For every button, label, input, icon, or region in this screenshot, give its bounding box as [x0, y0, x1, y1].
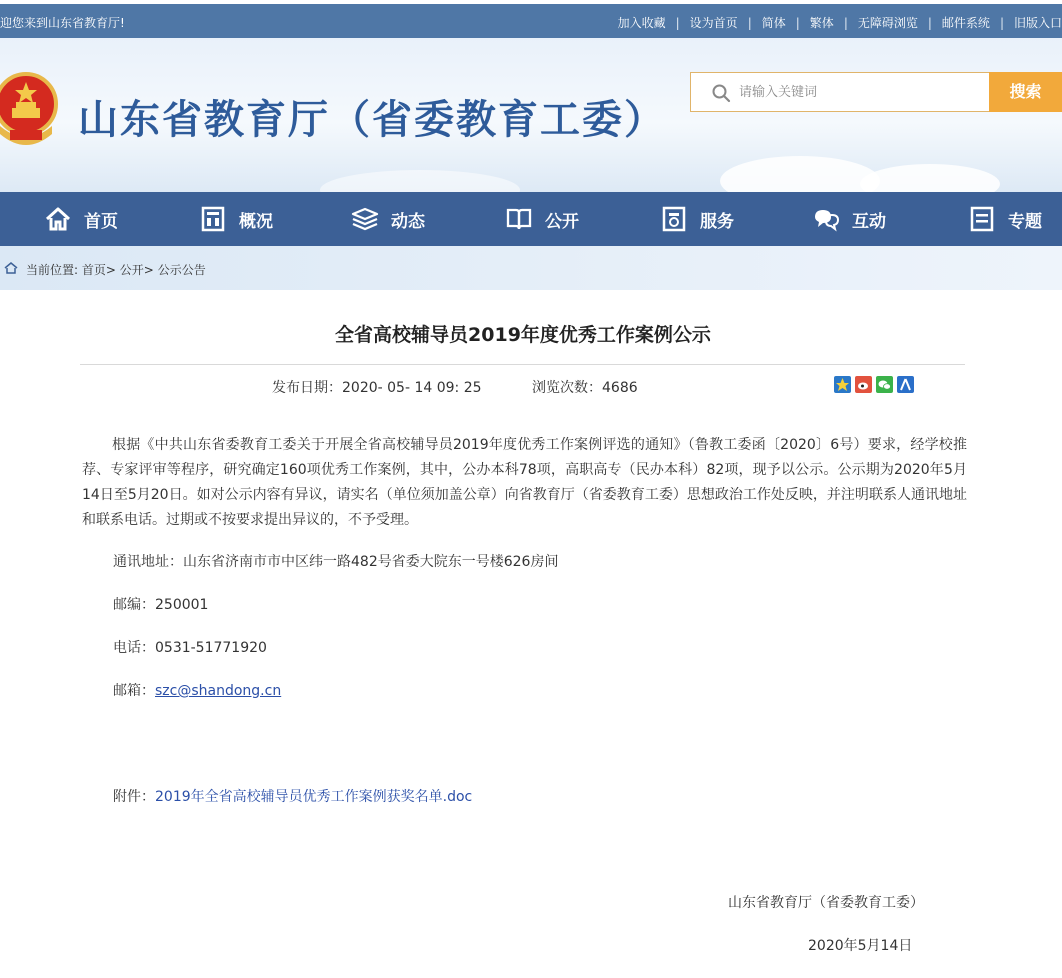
breadcrumb-public[interactable]: 公开 [119, 263, 144, 277]
national-emblem-icon [0, 68, 60, 154]
contact-phone [113, 637, 267, 657]
divider: | [747, 16, 752, 30]
chat-icon [812, 205, 840, 233]
main-nav [0, 192, 1062, 246]
search-icon [711, 83, 731, 103]
nav-item-interact[interactable] [812, 192, 886, 246]
renren-share-icon[interactable] [897, 376, 914, 393]
nav-item-service[interactable] [660, 192, 734, 246]
contact-address [113, 551, 558, 571]
publish-date-value: 2020- 05- 14 09: 25 [342, 380, 482, 396]
nav-item-label: 互动 [852, 211, 886, 232]
nav-item-overview[interactable] [199, 192, 273, 246]
contact-email [113, 680, 281, 700]
header-banner [0, 38, 1062, 192]
article-body: 根据《中共山东省委教育工委关于开展全省高校辅导员2019年度优秀工作案例评选的通知》（鲁教工委函〔2020〕6号）要求，经学校推荐、专家评审等程序，研究确定160项优秀工作案例，其中，公办本科78项，高职高专（民办本科）82项，现予以公示。公示期为2020年5月14日至5月20日。如对公示内容有异议，请实名（单位须加盖公章）向省教育厅（省委教育工委）思想政治工作处反映，并注明联系人通讯地址和联系电话。过期或不按要求提出异议的，不予受理。 [82, 437, 967, 528]
search-field [690, 72, 990, 112]
nav-item-label: 首页 [84, 211, 118, 232]
address-value: 山东省济南市市中区纬一路482号省委大院东一号楼626房间 [183, 554, 559, 570]
view-count-label: 浏览次数： [532, 380, 602, 396]
qzone-share-icon[interactable] [834, 376, 851, 393]
breadcrumb-home[interactable]: 首页 [81, 263, 106, 277]
nav-item-label: 服务 [700, 211, 734, 232]
email-link[interactable]: szc@shandong.cn [155, 683, 282, 699]
building-icon [199, 205, 227, 233]
signature-date: 2020年5月14日 [808, 938, 913, 954]
book-icon [505, 205, 533, 233]
top-link-old-version[interactable]: 旧版入口 [1013, 16, 1062, 30]
divider: | [999, 16, 1004, 30]
cloud-decoration [860, 164, 1000, 192]
publish-date [272, 377, 482, 397]
article-title: 全省高校辅导员2019年度优秀工作案例公示 [335, 324, 711, 346]
contact-postcode [113, 594, 208, 614]
service-icon [660, 205, 688, 233]
wechat-share-icon[interactable] [876, 376, 893, 393]
divider: | [675, 16, 680, 30]
phone-value: 0531-51771920 [155, 640, 267, 656]
top-link-homepage[interactable]: 设为首页 [689, 16, 738, 30]
view-count [532, 377, 638, 397]
cloud-decoration [320, 170, 520, 192]
nav-item-topics[interactable] [968, 192, 1042, 246]
breadcrumb-trail [26, 261, 206, 278]
layers-icon [351, 205, 379, 233]
search-input[interactable] [739, 81, 969, 103]
address-label: 通讯地址： [113, 554, 183, 570]
share-bar [834, 376, 914, 393]
nav-item-news[interactable] [351, 192, 425, 246]
phone-label: 电话： [113, 640, 155, 656]
topic-icon [968, 205, 996, 233]
top-link-traditional[interactable]: 繁体 [809, 16, 834, 30]
breadcrumb-prefix: 当前位置: [26, 263, 79, 277]
divider: | [843, 16, 848, 30]
attachment [113, 786, 472, 806]
welcome-text: 迎您来到山东省教育厅! [0, 16, 125, 30]
divider: | [927, 16, 932, 30]
attachment-link[interactable]: 2019年全省高校辅导员优秀工作案例获奖名单.doc [155, 789, 473, 805]
home-icon [44, 205, 72, 233]
top-links [618, 14, 1062, 31]
breadcrumb-notices[interactable]: 公示公告 [157, 263, 206, 277]
attachment-label: 附件： [113, 789, 155, 805]
site-title: 山东省教育厅（省委教育工委） [78, 96, 666, 143]
breadcrumb-separator: > [143, 263, 154, 277]
email-label: 邮箱： [113, 683, 155, 699]
divider: | [795, 16, 800, 30]
title-divider [80, 364, 965, 365]
top-bar [0, 4, 1062, 38]
view-count-value: 4686 [602, 380, 638, 396]
publish-date-label: 发布日期： [272, 380, 342, 396]
top-link-simplified[interactable]: 简体 [761, 16, 786, 30]
top-link-accessibility[interactable]: 无障碍浏览 [857, 16, 918, 30]
postcode-label: 邮编： [113, 597, 155, 613]
top-link-favorite[interactable]: 加入收藏 [617, 16, 666, 30]
weibo-share-icon[interactable] [855, 376, 872, 393]
postcode-value: 250001 [155, 597, 209, 613]
nav-item-home[interactable] [44, 192, 118, 246]
top-link-mail[interactable]: 邮件系统 [941, 16, 990, 30]
cloud-decoration [720, 156, 880, 192]
nav-item-label: 动态 [391, 211, 425, 232]
nav-item-label: 公开 [545, 211, 579, 232]
nav-item-public[interactable] [505, 192, 579, 246]
nav-item-label: 概况 [239, 211, 273, 232]
signature: 山东省教育厅（省委教育工委） [728, 895, 924, 911]
breadcrumb [0, 246, 1062, 290]
home-icon [4, 262, 18, 274]
search-button[interactable]: 搜索 [989, 72, 1062, 112]
nav-item-label: 专题 [1008, 211, 1042, 232]
breadcrumb-separator: > [105, 263, 116, 277]
